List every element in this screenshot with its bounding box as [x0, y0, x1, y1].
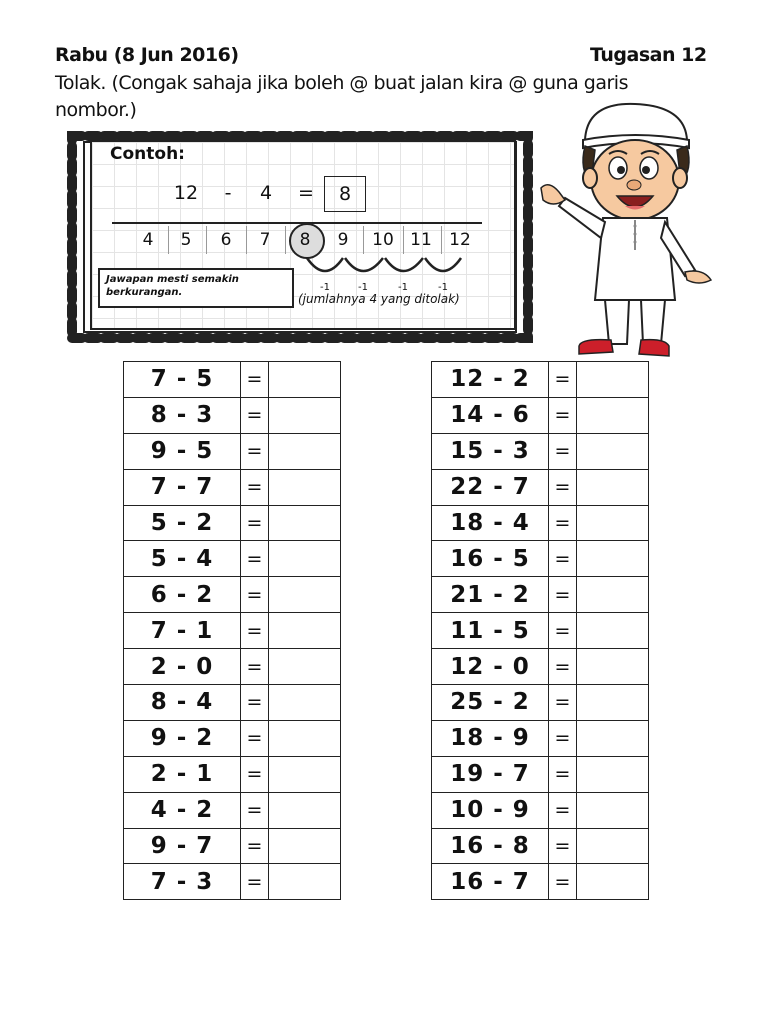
example-minuend: 12 — [173, 182, 199, 204]
answer-cell[interactable] — [577, 756, 649, 792]
question-cell: 7 - 7 — [124, 469, 241, 505]
answer-cell[interactable] — [577, 792, 649, 828]
instruction-text: Tolak. (Congak sahaja jika boleh @ buat jalan kira @ guna garis nombor.) — [55, 72, 628, 121]
table-row — [432, 756, 649, 792]
hop-label: -1 — [320, 282, 330, 293]
answer-cell[interactable] — [269, 577, 341, 613]
equals-cell: = — [549, 864, 577, 900]
question-cell: 22 - 7 — [432, 469, 549, 505]
question-cell: 9 - 2 — [124, 720, 241, 756]
table-row — [432, 397, 649, 433]
table-row — [432, 613, 649, 649]
table-row — [432, 792, 649, 828]
table-row — [432, 649, 649, 685]
answer-cell[interactable] — [577, 362, 649, 398]
equals-cell: = — [549, 469, 577, 505]
answer-cell[interactable] — [269, 397, 341, 433]
answer-cell[interactable] — [269, 541, 341, 577]
equals-cell: = — [241, 577, 269, 613]
table-row — [432, 828, 649, 864]
answer-cell[interactable] — [269, 469, 341, 505]
answer-cell[interactable] — [577, 577, 649, 613]
question-cell: 9 - 5 — [124, 433, 241, 469]
question-cell: 21 - 2 — [432, 577, 549, 613]
table-row — [124, 362, 341, 398]
table-row — [432, 720, 649, 756]
table-row — [432, 469, 649, 505]
question-cell: 10 - 9 — [432, 792, 549, 828]
example-minus-sign: - — [224, 182, 232, 204]
table-row — [432, 505, 649, 541]
subtraction-table-left — [123, 361, 341, 900]
equals-cell: = — [549, 792, 577, 828]
question-cell: 18 - 9 — [432, 720, 549, 756]
answer-cell[interactable] — [269, 864, 341, 900]
worksheet-date: Rabu (8 Jun 2016) — [55, 44, 239, 66]
number-line-cell: 7 — [245, 226, 286, 254]
answer-cell[interactable] — [269, 828, 341, 864]
answer-cell[interactable] — [269, 756, 341, 792]
number-line-cell: 11 — [401, 226, 442, 254]
example-count-note: (jumlahnya 4 yang ditolak) — [298, 292, 460, 306]
table-row — [124, 541, 341, 577]
example-equals-sign: = — [298, 182, 314, 204]
table-row — [124, 577, 341, 613]
answer-cell[interactable] — [577, 649, 649, 685]
answer-cell[interactable] — [269, 362, 341, 398]
answer-cell[interactable] — [269, 792, 341, 828]
equals-cell: = — [241, 792, 269, 828]
equals-cell: = — [241, 864, 269, 900]
question-cell: 14 - 6 — [432, 397, 549, 433]
equals-cell: = — [549, 613, 577, 649]
example-answer: 8 — [324, 176, 366, 212]
number-line-cell: 8 — [299, 230, 311, 250]
question-cell: 9 - 7 — [124, 828, 241, 864]
question-cell: 2 - 1 — [124, 756, 241, 792]
table-row — [432, 362, 649, 398]
equals-cell: = — [549, 433, 577, 469]
table-row — [432, 433, 649, 469]
table-row — [124, 864, 341, 900]
table-row — [124, 469, 341, 505]
question-cell: 11 - 5 — [432, 613, 549, 649]
table-row — [124, 720, 341, 756]
equals-cell: = — [241, 828, 269, 864]
answer-cell[interactable] — [577, 828, 649, 864]
number-line-cell: 4 — [128, 226, 169, 254]
question-cell: 2 - 0 — [124, 649, 241, 685]
task-number: Tugasan 12 — [590, 44, 707, 66]
answer-cell[interactable] — [577, 541, 649, 577]
question-cell: 16 - 7 — [432, 864, 549, 900]
equals-cell: = — [549, 649, 577, 685]
table-row — [124, 433, 341, 469]
equals-cell: = — [241, 362, 269, 398]
equals-cell: = — [241, 649, 269, 685]
number-line-cell: 5 — [166, 226, 207, 254]
question-cell: 19 - 7 — [432, 756, 549, 792]
table-row — [124, 756, 341, 792]
equals-cell: = — [549, 756, 577, 792]
table-row — [124, 649, 341, 685]
table-row — [432, 541, 649, 577]
answer-cell[interactable] — [269, 720, 341, 756]
question-cell: 5 - 4 — [124, 541, 241, 577]
equals-cell: = — [549, 362, 577, 398]
question-cell: 12 - 2 — [432, 362, 549, 398]
table-row — [124, 505, 341, 541]
equals-cell: = — [241, 685, 269, 721]
example-subtrahend: 4 — [259, 182, 273, 204]
question-cell: 25 - 2 — [432, 685, 549, 721]
table-row — [124, 685, 341, 721]
number-line-cell: 10 — [363, 226, 404, 254]
answer-cell[interactable] — [269, 433, 341, 469]
number-line-cell: 9 — [323, 226, 364, 254]
table-row — [432, 577, 649, 613]
equals-cell: = — [549, 828, 577, 864]
table-row — [124, 397, 341, 433]
question-cell: 5 - 2 — [124, 505, 241, 541]
equals-cell: = — [241, 469, 269, 505]
table-row — [124, 828, 341, 864]
answer-cell[interactable] — [577, 433, 649, 469]
answer-cell[interactable] — [269, 685, 341, 721]
equals-cell: = — [241, 613, 269, 649]
equals-cell: = — [241, 397, 269, 433]
equals-cell: = — [241, 720, 269, 756]
table-row — [432, 864, 649, 900]
hop-label: -1 — [358, 282, 368, 293]
answer-cell[interactable] — [577, 397, 649, 433]
question-cell: 6 - 2 — [124, 577, 241, 613]
question-cell: 7 - 1 — [124, 613, 241, 649]
example-note: Jawapan mesti semakin berkurangan. — [98, 268, 294, 308]
equals-cell: = — [549, 505, 577, 541]
question-cell: 8 - 3 — [124, 397, 241, 433]
example-title: Contoh: — [110, 144, 185, 164]
equals-cell: = — [549, 397, 577, 433]
equals-cell: = — [549, 541, 577, 577]
answer-cell[interactable] — [577, 720, 649, 756]
equals-cell: = — [549, 685, 577, 721]
equals-cell: = — [241, 541, 269, 577]
answer-cell[interactable] — [577, 685, 649, 721]
question-cell: 16 - 8 — [432, 828, 549, 864]
answer-cell[interactable] — [577, 864, 649, 900]
equals-cell: = — [241, 756, 269, 792]
answer-cell[interactable] — [577, 505, 649, 541]
hop-arrows — [295, 254, 470, 284]
equals-cell: = — [241, 505, 269, 541]
hop-label: -1 — [398, 282, 408, 293]
answer-cell[interactable] — [269, 613, 341, 649]
equals-cell: = — [549, 720, 577, 756]
table-row — [124, 792, 341, 828]
question-cell: 7 - 5 — [124, 362, 241, 398]
question-cell: 12 - 0 — [432, 649, 549, 685]
number-line-cell: 6 — [206, 226, 247, 254]
hop-label: -1 — [438, 282, 448, 293]
equals-cell: = — [241, 433, 269, 469]
question-cell: 15 - 3 — [432, 433, 549, 469]
answer-cell[interactable] — [577, 469, 649, 505]
answer-cell[interactable] — [577, 613, 649, 649]
answer-cell[interactable] — [269, 649, 341, 685]
table-row — [432, 685, 649, 721]
question-cell: 4 - 2 — [124, 792, 241, 828]
answer-cell[interactable] — [269, 505, 341, 541]
subtraction-table-right — [431, 361, 649, 900]
question-cell: 16 - 5 — [432, 541, 549, 577]
number-line-cell: 12 — [449, 230, 471, 250]
question-cell: 8 - 4 — [124, 685, 241, 721]
table-row — [124, 613, 341, 649]
cartoon-boy-illustration — [535, 100, 720, 365]
question-cell: 18 - 4 — [432, 505, 549, 541]
equals-cell: = — [549, 577, 577, 613]
question-cell: 7 - 3 — [124, 864, 241, 900]
